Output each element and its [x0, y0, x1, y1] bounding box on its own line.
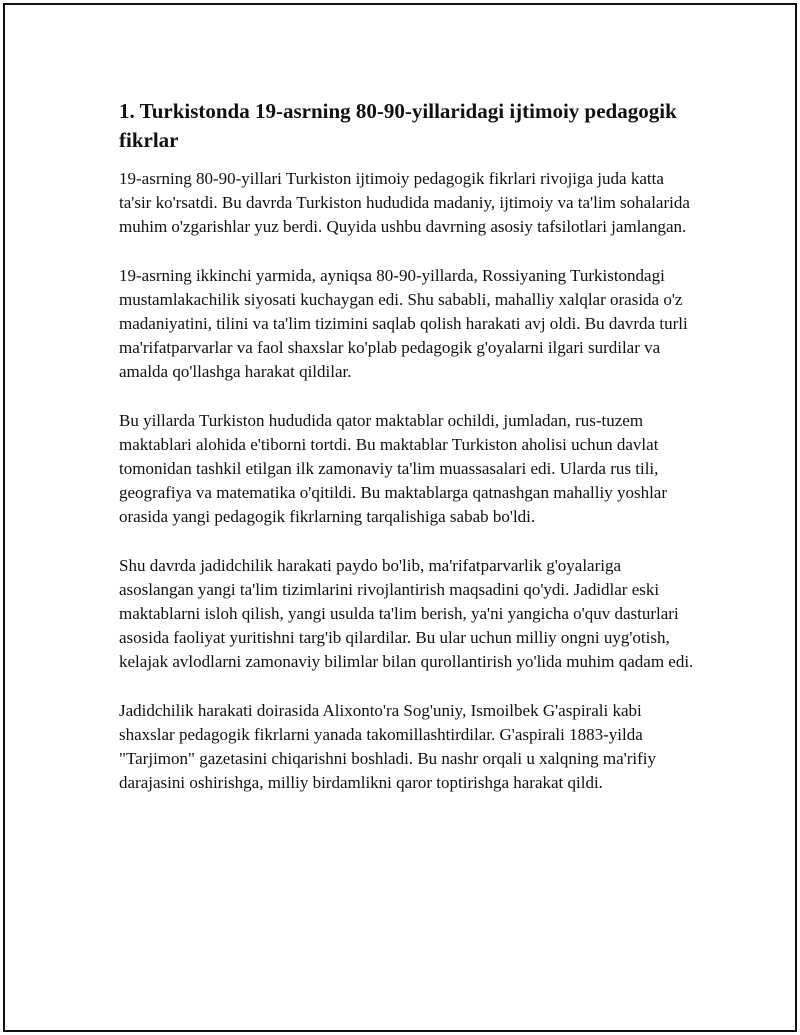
document-body	[119, 97, 697, 819]
paragraph-intro: 19-asrning 80-90-yillari Turkiston ijtimoiy pedagogik fikrlari rivojiga juda katta ta'sir ko'rsatdi. Bu davrda Turkiston hududida madaniy, ijtimoiy va ta'lim sohalarida muhim o'zgarishlar yuz berdi. Quyida ushbu davrning asosiy tafsilotlari jamlangan.	[119, 169, 690, 237]
paragraph-jadid-movement: Shu davrda jadidchilik harakati paydo bo'lib, ma'rifatparvarlik g'oyalariga asoslangan yangi ta'lim tizimlarini rivojlantirish maqsadini qo'ydi. Jadidlar eski maktablarni isloh qilish, yangi usulda ta'lim berish, ya'ni yangicha o'quv dasturlari asosida faoliyat yuritishni targ'ib qilardilar. Bu ular uchun milliy ongni uyg'otish, kelajak avlodlarni zamonaviy bilimlar bilan qurollantirish yo'lida muhim qadam edi.	[119, 555, 694, 672]
document-title: 1. Turkistonda 19-asrning 80-90-yillaridagi ijtimoiy pedagogik fikrlar	[119, 99, 677, 152]
paragraph-colonial-policy: 19-asrning ikkinchi yarmida, ayniqsa 80-90-yillarda, Rossiyaning Turkistondagi mustamlakachilik siyosati kuchaygan edi. Shu sababli, mahalliy xalqlar orasida o'z madaniyatini, tilini va ta'lim tizimini saqlab qolish harakati avj oldi. Bu davrda turli ma'rifatparvarlar va faol shaxslar ko'plab pedagogik g'oyalarni ilgari surdilar va amalda qo'llashga harakat qildilar.	[119, 265, 688, 382]
paragraph-russian-native-schools: Bu yillarda Turkiston hududida qator maktablar ochildi, jumladan, rus-tuzem maktablari alohida e'tiborni tortdi. Bu maktablar Turkiston aholisi uchun davlat tomonidan tashkil etilgan ilk zamonaviy ta'lim muassasalari edi. Ularda rus tili, geografiya va matematika o'qitildi. Bu maktablarga qatnashgan mahalliy yoshlar orasida yangi pedagogik fikrlarning tarqalishiga sabab bo'ldi.	[119, 410, 668, 527]
paragraph-jadid-figures: Jadidchilik harakati doirasida Alixonto'ra Sog'uniy, Ismoilbek G'aspirali kabi shaxslar pedagogik fikrlarni yanada takomillashtirdilar. G'aspirali 1883-yilda "Tarjimon" gazetasini chiqarishni boshladi. Bu nashr orqali u xalqning ma'rifiy darajasini oshirishga, milliy birdamlikni qaror toptirishga harakat qildi.	[119, 700, 656, 793]
page-frame	[3, 3, 797, 1032]
